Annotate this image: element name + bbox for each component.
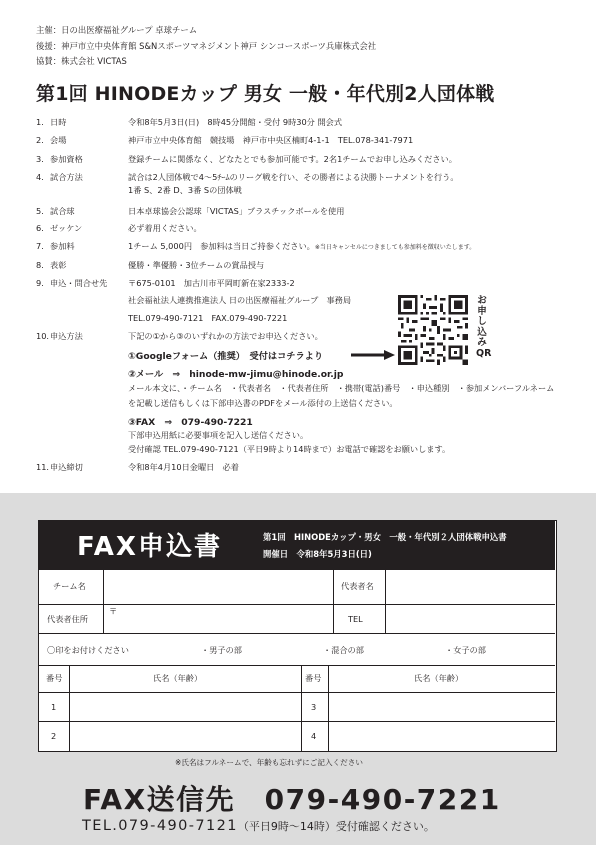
fee-cancel-note: ※当日キャンセルにつきましても参加料を徴収いたします。: [314, 244, 476, 251]
form-event-date: 開催日 令和8年5月3日(日): [263, 549, 372, 559]
member-number: 4: [311, 731, 317, 741]
rep-address-label: 代表者住所: [47, 614, 88, 624]
tel-hours: （平日9時～14時）受付確認ください。: [237, 820, 435, 833]
circle-instruction: 〇印をお付けください: [47, 645, 129, 655]
fax-instructions-1: 下部申込用紙に必要事項を記入し送信ください。: [128, 430, 309, 440]
fax-application-form: [38, 520, 557, 752]
member-4-field[interactable]: [330, 723, 554, 749]
member-3-field[interactable]: [330, 694, 554, 720]
supporters-text: 後援：神戸市立中央体育館 S&Nスポーツマネジメント神戸 シンコースポーツ兵庫株式会社: [36, 41, 377, 51]
form-header: [39, 521, 555, 569]
tel-confirm-line: [82, 818, 435, 834]
fax-instructions-2: 受付確認 TEL.079-490-7121（平日9時より14時まで）お電話で確認をお願いします。: [128, 444, 451, 454]
member-1-field[interactable]: [71, 694, 299, 720]
col-number-left: 番号: [46, 673, 63, 683]
form-subtitle: 第1回 HINODEカップ・男女 一般・年代別２人団体戦申込書: [263, 532, 507, 542]
contact-phone-fax: TEL.079-490-7121 FAX.079-490-7221: [128, 313, 288, 323]
qr-label: お申し込みQR: [476, 295, 492, 359]
email-instructions-2: を記載し送信もしくは下部申込書のPDFをメール添付の上送信ください。: [128, 398, 398, 408]
col-name-left: 氏名（年齢）: [153, 673, 203, 683]
fax-send-number: FAX送信先 079-490-7221: [83, 783, 501, 816]
fax-number: ③FAX ⇒ 079-490-7221: [128, 417, 253, 428]
member-number: 3: [311, 702, 317, 712]
tel-label: TEL: [348, 614, 363, 624]
event-title: 第1回 HINODEカップ 男女 一般・年代別2人団体戦: [36, 83, 495, 105]
rep-name-field[interactable]: [387, 571, 553, 602]
team-name-label: チーム名: [53, 581, 86, 591]
arrow-right-icon: [351, 350, 395, 360]
fax-form-title: FAX申込書: [77, 532, 222, 562]
item-match-format-detail: 1番 S、2番 D、3番 Sの団体戦: [128, 185, 242, 195]
rep-name-label: 代表者名: [341, 581, 374, 591]
team-name-field[interactable]: [105, 571, 331, 602]
contact-organization: 社会福祉法人連携推進法人 日の出医療福祉グループ 事務局: [128, 295, 352, 305]
form-note: ※氏名はフルネームで、年齢も忘れずにご記入ください: [175, 758, 363, 767]
member-2-field[interactable]: [71, 723, 299, 749]
col-number-right: 番号: [305, 673, 322, 683]
organizer-text: 主催：日の出医療福祉グループ 卓球チーム: [36, 25, 198, 35]
rep-address-field[interactable]: [105, 606, 331, 632]
member-number: 2: [51, 731, 57, 741]
col-name-right: 氏名（年齢）: [414, 673, 464, 683]
email-address[interactable]: ②メール ⇒ hinode-mw-jimu@hinode.or.jp: [128, 369, 344, 380]
member-number: 1: [51, 702, 57, 712]
division-mixed[interactable]: ・混合の部: [323, 645, 364, 655]
tel-field[interactable]: [387, 606, 553, 632]
google-form-link[interactable]: ①Googleフォーム（推奨） 受付はコチラより: [128, 351, 324, 362]
tel-number: TEL.079-490-7121: [82, 818, 238, 834]
qr-code-image[interactable]: [398, 295, 468, 365]
division-women[interactable]: ・女子の部: [445, 645, 486, 655]
email-instructions-1: メール本文に、・チーム名 ・代表者名 ・代表者住所 ・携帯(電話)番号 ・申込種別 ・参加メンバーフルネーム: [128, 383, 555, 393]
postal-mark: 〒: [109, 606, 118, 616]
division-men[interactable]: ・男子の部: [201, 645, 242, 655]
cosponsor-text: 協賛：株式会社 VICTAS: [36, 56, 127, 66]
